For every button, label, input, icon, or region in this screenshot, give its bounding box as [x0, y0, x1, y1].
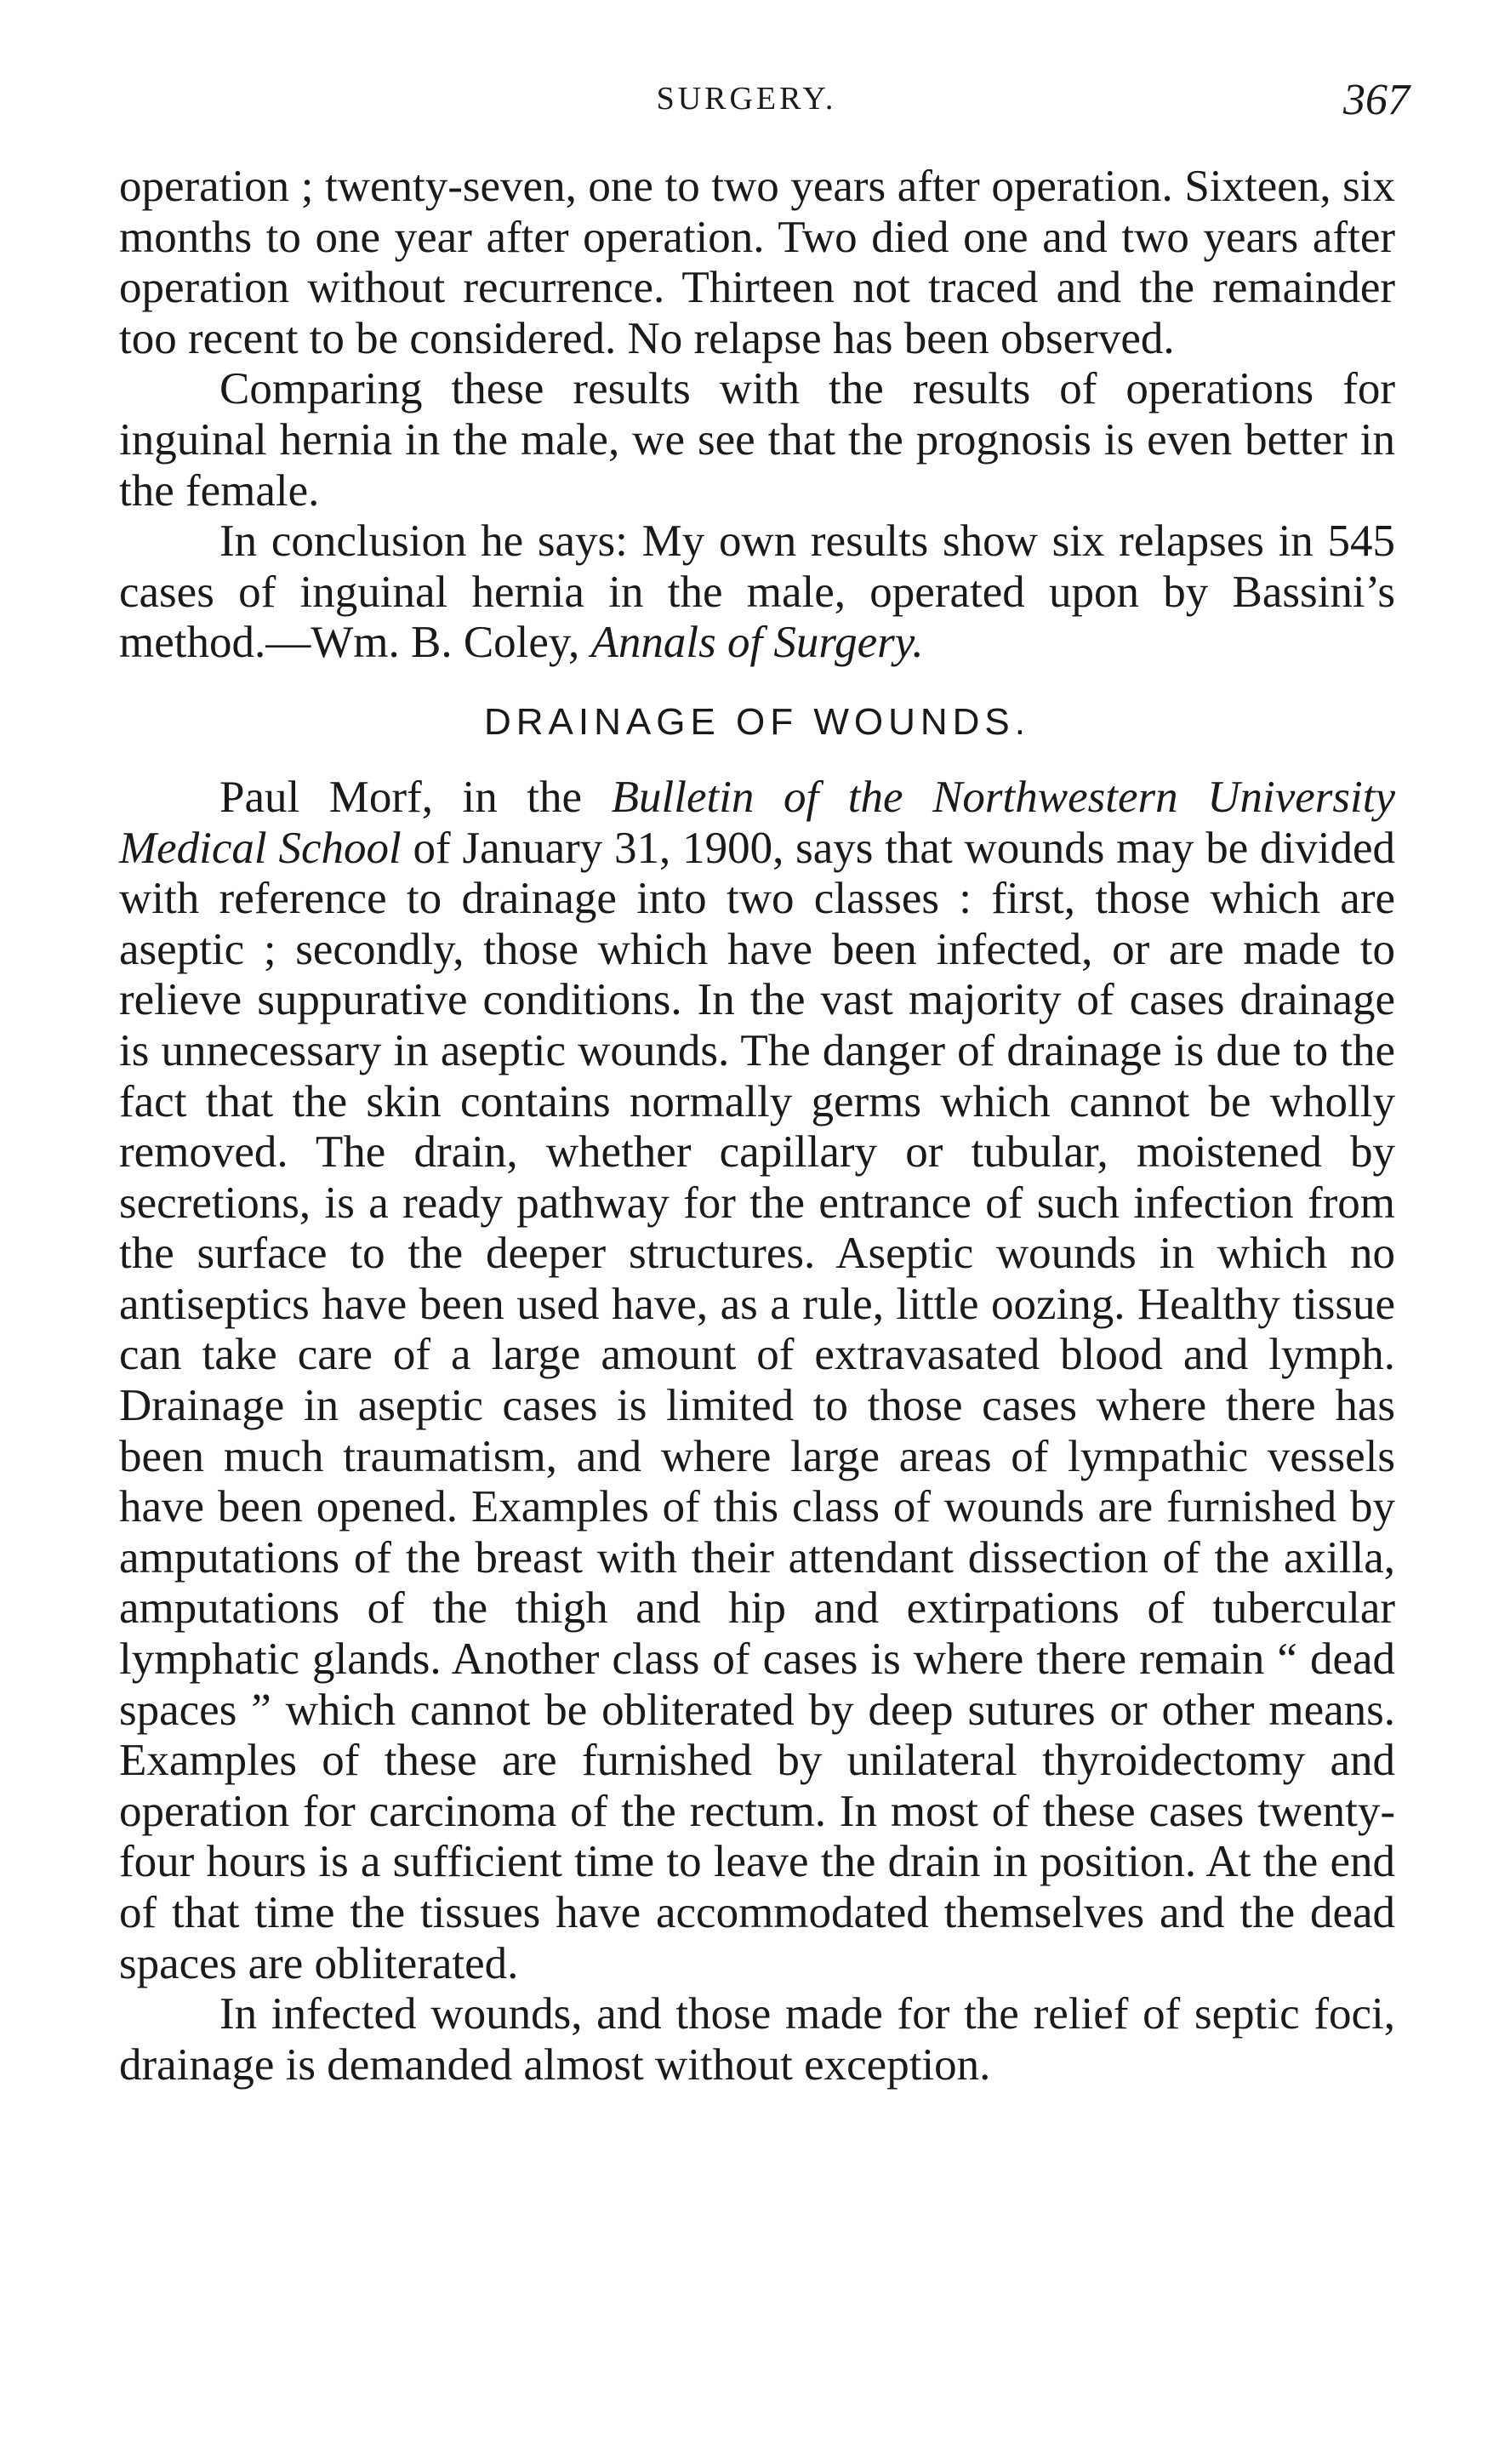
paragraph-comparison: Comparing these results with the results of operations for inguinal hernia in the male, we see that the prognosis is even better in the female. [119, 364, 1395, 516]
paragraph-conclusion [119, 516, 1395, 669]
paragraph-infected: In infected wounds, and those made for the relief of septic foci, drainage is demanded almost without exception. [119, 1989, 1395, 2090]
conclusion-text: In conclusion he says: My own results show six relapses in 545 cases of inguinal hernia in the male, operated upon by Bassini’s method.—Wm. B. Coley, [119, 516, 1395, 668]
paragraph-continued: operation ; twenty-seven, one to two years after operation. Sixteen, six months to one year after operation. Two died one and two years after operation without recurrence. Thirteen not traced and the remainder too recent to be considered. No relapse has been observed. [119, 162, 1395, 363]
page-number: 367 [1343, 76, 1410, 124]
running-head [0, 75, 1493, 126]
section-heading: DRAINAGE OF WOUNDS. [483, 700, 1031, 743]
drainage-text: of January 31, 1900, says that wounds may be divided with reference to drainage into two classes : first, those which are aseptic ; secondly, those which have been infected, or are made to relieve suppurative conditions. In the vast majority of cases drainage is unnecessary in aseptic wounds. The danger of drainage is due to the fact that the skin contains normally germs which cannot be wholly removed. The drain, whether capillary or tubular, moistened by secretions, is a ready pathway for the entrance of such infection from the surface to the deeper structures. Aseptic wounds in which no antiseptics have been used have, as a rule, little oozing. Healthy tissue can take care of a large amount of extravasated blood and lymph. Drainage in aseptic cases is limited to those cases where there has been much traumatism, and where large areas of lympathic vessels have been opened. Examples of this class of wounds are furnished by amputations of the breast with their attendant dissection of the axilla, amputations of the thigh and hip and extirpations of tubercular lymphatic glands. Another class of cases is where there remain “ dead spaces ” which cannot be obliterated by deep sutures or other means. Examples of these are furnished by unilateral thyroidectomy and operation for carcinoma of the rectum. In most of these cases twenty-four hours is a sufficient time to leave the drain in position. At the end of that time the tissues have accommodated themselves and the dead spaces are obliterated. [119, 823, 1395, 1988]
paragraph-drainage [119, 773, 1395, 1989]
drainage-intro: Paul Morf, in the [219, 772, 612, 822]
body-text [119, 162, 1395, 2090]
running-title: SURGERY. [656, 81, 837, 117]
citation-annals: Annals of Surgery. [590, 618, 924, 668]
journal-title: Bulletin of the Northwestern University Medical School [119, 772, 1395, 873]
